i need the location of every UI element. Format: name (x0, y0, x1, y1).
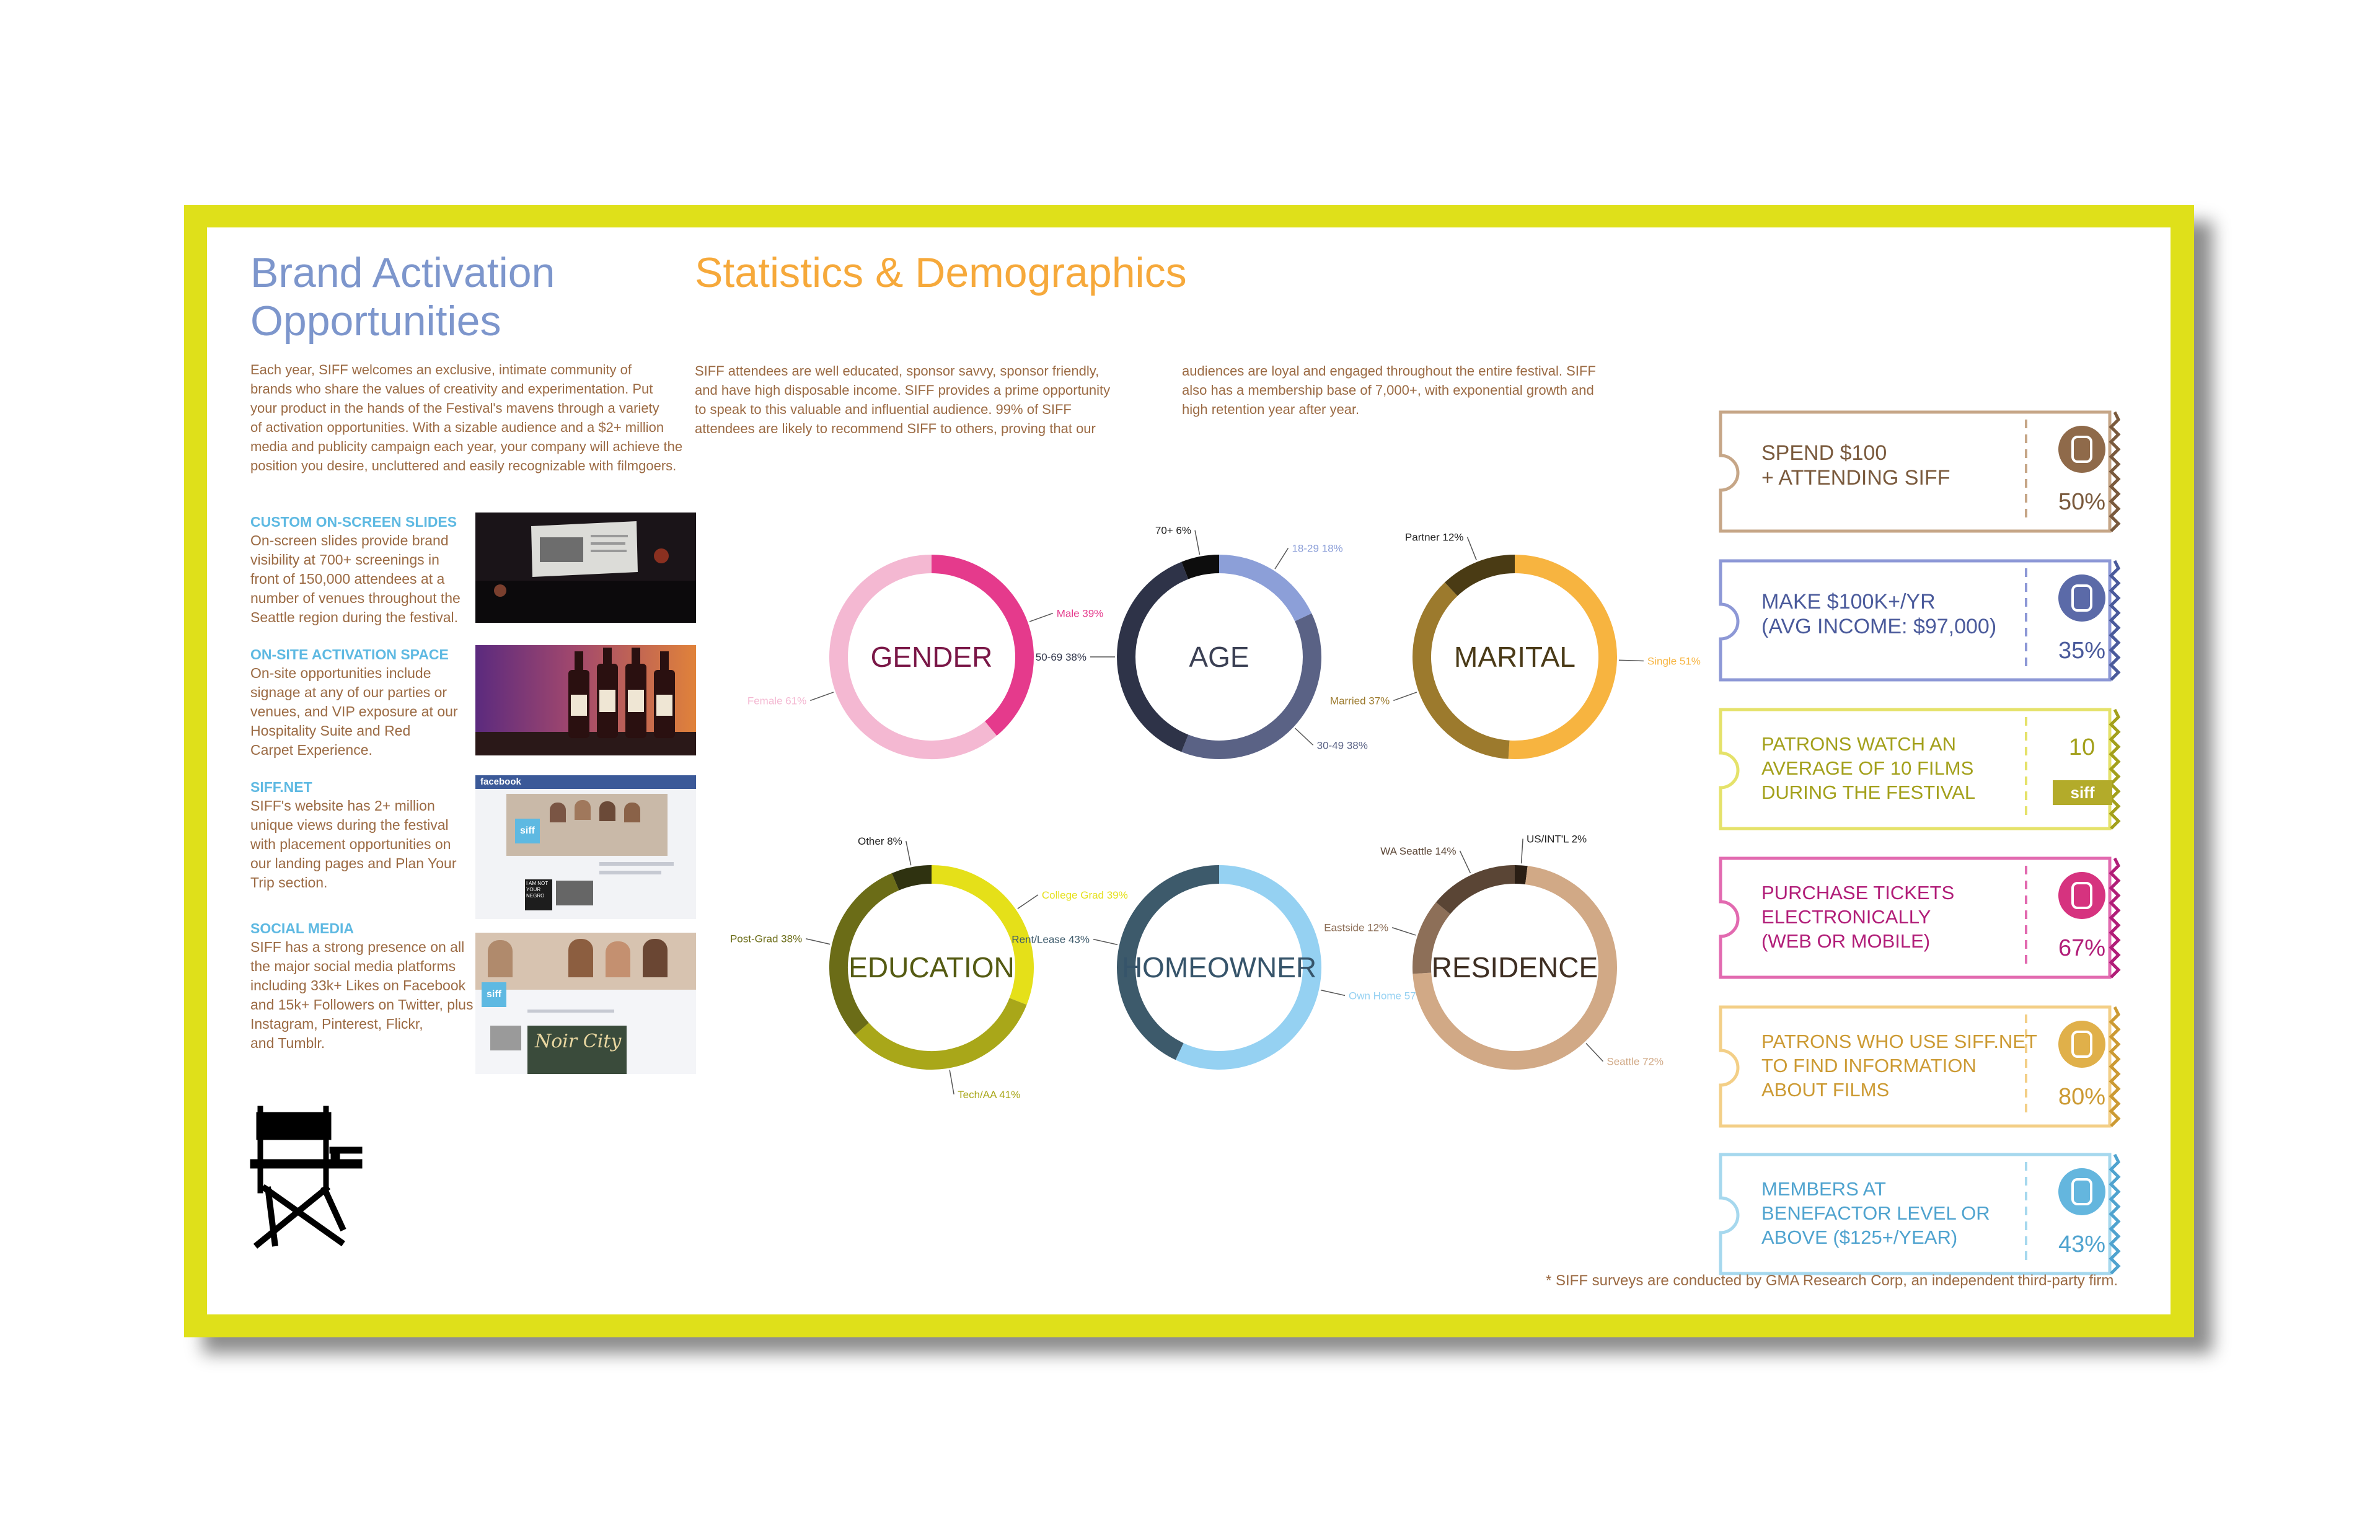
slice-leader-line (1195, 530, 1199, 555)
donut-slice (1126, 571, 1185, 744)
chart-title: GENDER (870, 641, 993, 673)
slice-label: Other 8% (857, 835, 902, 848)
photo-twitter-page (475, 933, 696, 1074)
ticket-label: PATRONS WHO USE SIFF.NET TO FIND INFORMATION ABOUT FILMS (1761, 1031, 2037, 1101)
directors-chair-icon (250, 1106, 362, 1249)
slice-leader-line (810, 692, 834, 701)
chart-title: HOMEOWNER (1121, 951, 1317, 983)
photo-theater-screen (475, 513, 696, 623)
siff-logo-tile: siff (515, 819, 540, 843)
section-siff-net: SIFF.NET SIFF's website has 2+ million unique views during the festival with placement opportunities on our landing pages and Plan Your Trip section. (250, 779, 457, 891)
slice-label: Married 37% (1329, 695, 1390, 707)
slice-leader-line (1295, 728, 1313, 745)
ticket-value: 43% (2058, 1231, 2106, 1257)
donut-slice (1219, 564, 1303, 617)
slice-leader-line (1393, 692, 1417, 701)
frame-border (184, 205, 2194, 1337)
ticket-label: MAKE $100K+/YR (AVG INCOME: $97,000) (1761, 590, 1997, 638)
brand-intro: Each year, SIFF welcomes an exclusive, intimate community of brands who share the values of creativity and experimentation. Put your product in the hands of the Festival's mavens through a variety of activation opportunities. With a sizable audience and a $2+ million media and publicity campaign each year, your company will achieve the position you desire, uncluttered and easily recognizable with filmgoers. (250, 362, 683, 473)
mouse-icon (2058, 1021, 2105, 1068)
slice-label: 18-29 18% (1292, 542, 1343, 555)
slice-leader-line (906, 841, 911, 865)
stats-intro-col2: audiences are loyal and engaged throughout the entire festival. SIFF also has a membership base of 7,000+, with exponential growth and high retention year after year. (1182, 363, 1596, 417)
slice-label: Eastside 12% (1324, 922, 1389, 934)
donut-slice (1443, 874, 1515, 908)
phone-icon (2058, 872, 2105, 919)
donut-slice (896, 874, 932, 882)
chart-title: MARITAL (1454, 641, 1576, 673)
stats-intro-col1: SIFF attendees are well educated, sponsor savvy, sponsor friendly, and have high disposable income. SIFF provides a prime opportunity to speak to this valuable and influential audience. 99% of SIFF attendees are likely to recommend SIFF to others, proving that our (695, 363, 1111, 436)
purse-icon (2058, 426, 2105, 473)
slice-leader-line (1093, 939, 1117, 945)
ticket-label: MEMBERS AT BENEFACTOR LEVEL OR ABOVE ($125+/YEAR) (1761, 1178, 1990, 1248)
siff-logo-tile: siff (482, 982, 506, 1007)
slice-leader-line (1018, 895, 1038, 909)
ticket-label: SPEND $100 + ATTENDING SIFF (1761, 441, 1950, 490)
slice-leader-line (1586, 1043, 1603, 1061)
slice-label: US/INT'L 2% (1527, 833, 1587, 845)
slice-label: Tech/AA 41% (958, 1088, 1021, 1101)
chart-title: AGE (1189, 641, 1250, 673)
photo-wine-bottles (475, 645, 696, 755)
poster-panel (207, 227, 2171, 1314)
chart-title: EDUCATION (848, 951, 1015, 983)
donut-education (730, 835, 1128, 1101)
donut-homeowner (1011, 874, 1425, 1060)
ticket-card (1713, 856, 2122, 980)
slice-leader-line (1467, 537, 1476, 560)
section-onsite-activation: ON-SITE ACTIVATION SPACE On-site opportunities include signage at any of our parties or venues, and VIP exposure at our Hospitality Suite and Red Carpet Experience. (250, 646, 458, 758)
slice-leader-line (950, 1070, 954, 1094)
ticket-card (1713, 1152, 2122, 1276)
donut-residence (1324, 833, 1664, 1067)
slice-label: 50-69 38% (1035, 651, 1086, 663)
slice-leader-line (1321, 990, 1345, 996)
ticket-value: 10 (2068, 734, 2096, 760)
slice-leader-line (1029, 614, 1053, 622)
section-social-media: SOCIAL MEDIA SIFF has a strong presence on all the major social media platforms including 33k+ Likes on Facebook and 15k+ Followers on Twitter, plus Instagram, Pinterest, Flickr, and Tumblr. (250, 920, 474, 1051)
siff-badge: siff (2053, 780, 2112, 805)
poster-thumbnail: I AM NOT YOUR NEGRO (525, 879, 552, 910)
ticket-label: PATRONS WATCH AN AVERAGE OF 10 FILMS DURING THE FESTIVAL (1761, 733, 1976, 803)
demographics-donut-charts (715, 500, 1701, 1132)
donut-age (1036, 525, 1368, 752)
slice-leader-line (1619, 660, 1644, 661)
slice-label: WA Seattle 14% (1380, 845, 1457, 857)
donut-slice (1451, 564, 1515, 589)
donut-slice (1185, 617, 1312, 750)
slice-label: Male 39% (1056, 607, 1104, 620)
ticket-value: 50% (2058, 489, 2106, 515)
ticket-card (1713, 707, 2122, 831)
slice-leader-line (1460, 851, 1470, 873)
ticket-value: 67% (2058, 935, 2106, 961)
slice-leader-line (1392, 928, 1416, 935)
slice-leader-line (1522, 838, 1523, 863)
chart-title: RESIDENCE (1431, 951, 1598, 983)
slice-label: Single 51% (1647, 655, 1701, 667)
dollar-icon (2058, 574, 2105, 622)
donut-slice (862, 1001, 1018, 1060)
brand-title: Brand Activation Opportunities (250, 249, 555, 345)
photo-facebook-page (475, 775, 696, 919)
slice-label: Own Home 57% (1348, 990, 1426, 1002)
section-onscreen-slides: CUSTOM ON-SCREEN SLIDES On-screen slides provide brand visibility at 700+ screenings in front of 150,000 attendees at a number of venues throughout the Seattle region during the festival. (250, 514, 461, 625)
person-icon (2058, 1168, 2105, 1215)
ticket-card (1713, 558, 2122, 682)
slice-label: Seattle 72% (1606, 1055, 1664, 1068)
slice-label: Rent/Lease 43% (1011, 933, 1090, 946)
donut-marital (1330, 532, 1701, 750)
ticket-value: 35% (2058, 638, 2106, 664)
slice-label: Post-Grad 38% (729, 933, 803, 945)
noir-city-title: Noir City (535, 1031, 622, 1052)
ticket-card (1713, 1005, 2122, 1129)
stats-title: Statistics & Demographics (695, 249, 1187, 296)
slice-label: College Grad 39% (1041, 889, 1128, 901)
slice-leader-line (1275, 548, 1288, 569)
facebook-wordmark: facebook (480, 777, 521, 787)
donut-slice (1515, 874, 1527, 875)
slice-leader-line (806, 939, 830, 944)
ticket-label: PURCHASE TICKETS ELECTRONICALLY (WEB OR MOBILE) (1761, 882, 1955, 952)
slice-label: Partner 12% (1404, 531, 1464, 543)
slice-label: 70+ 6% (1155, 524, 1192, 537)
ticket-card (1713, 410, 2122, 534)
footnote: * SIFF surveys are conducted by GMA Research Corp, an independent third-party firm. (1546, 1272, 2118, 1289)
slice-label: Female 61% (747, 695, 807, 707)
ticket-value: 80% (2058, 1084, 2106, 1110)
slice-label: 30-49 38% (1316, 739, 1368, 752)
donut-slice (1185, 564, 1219, 571)
